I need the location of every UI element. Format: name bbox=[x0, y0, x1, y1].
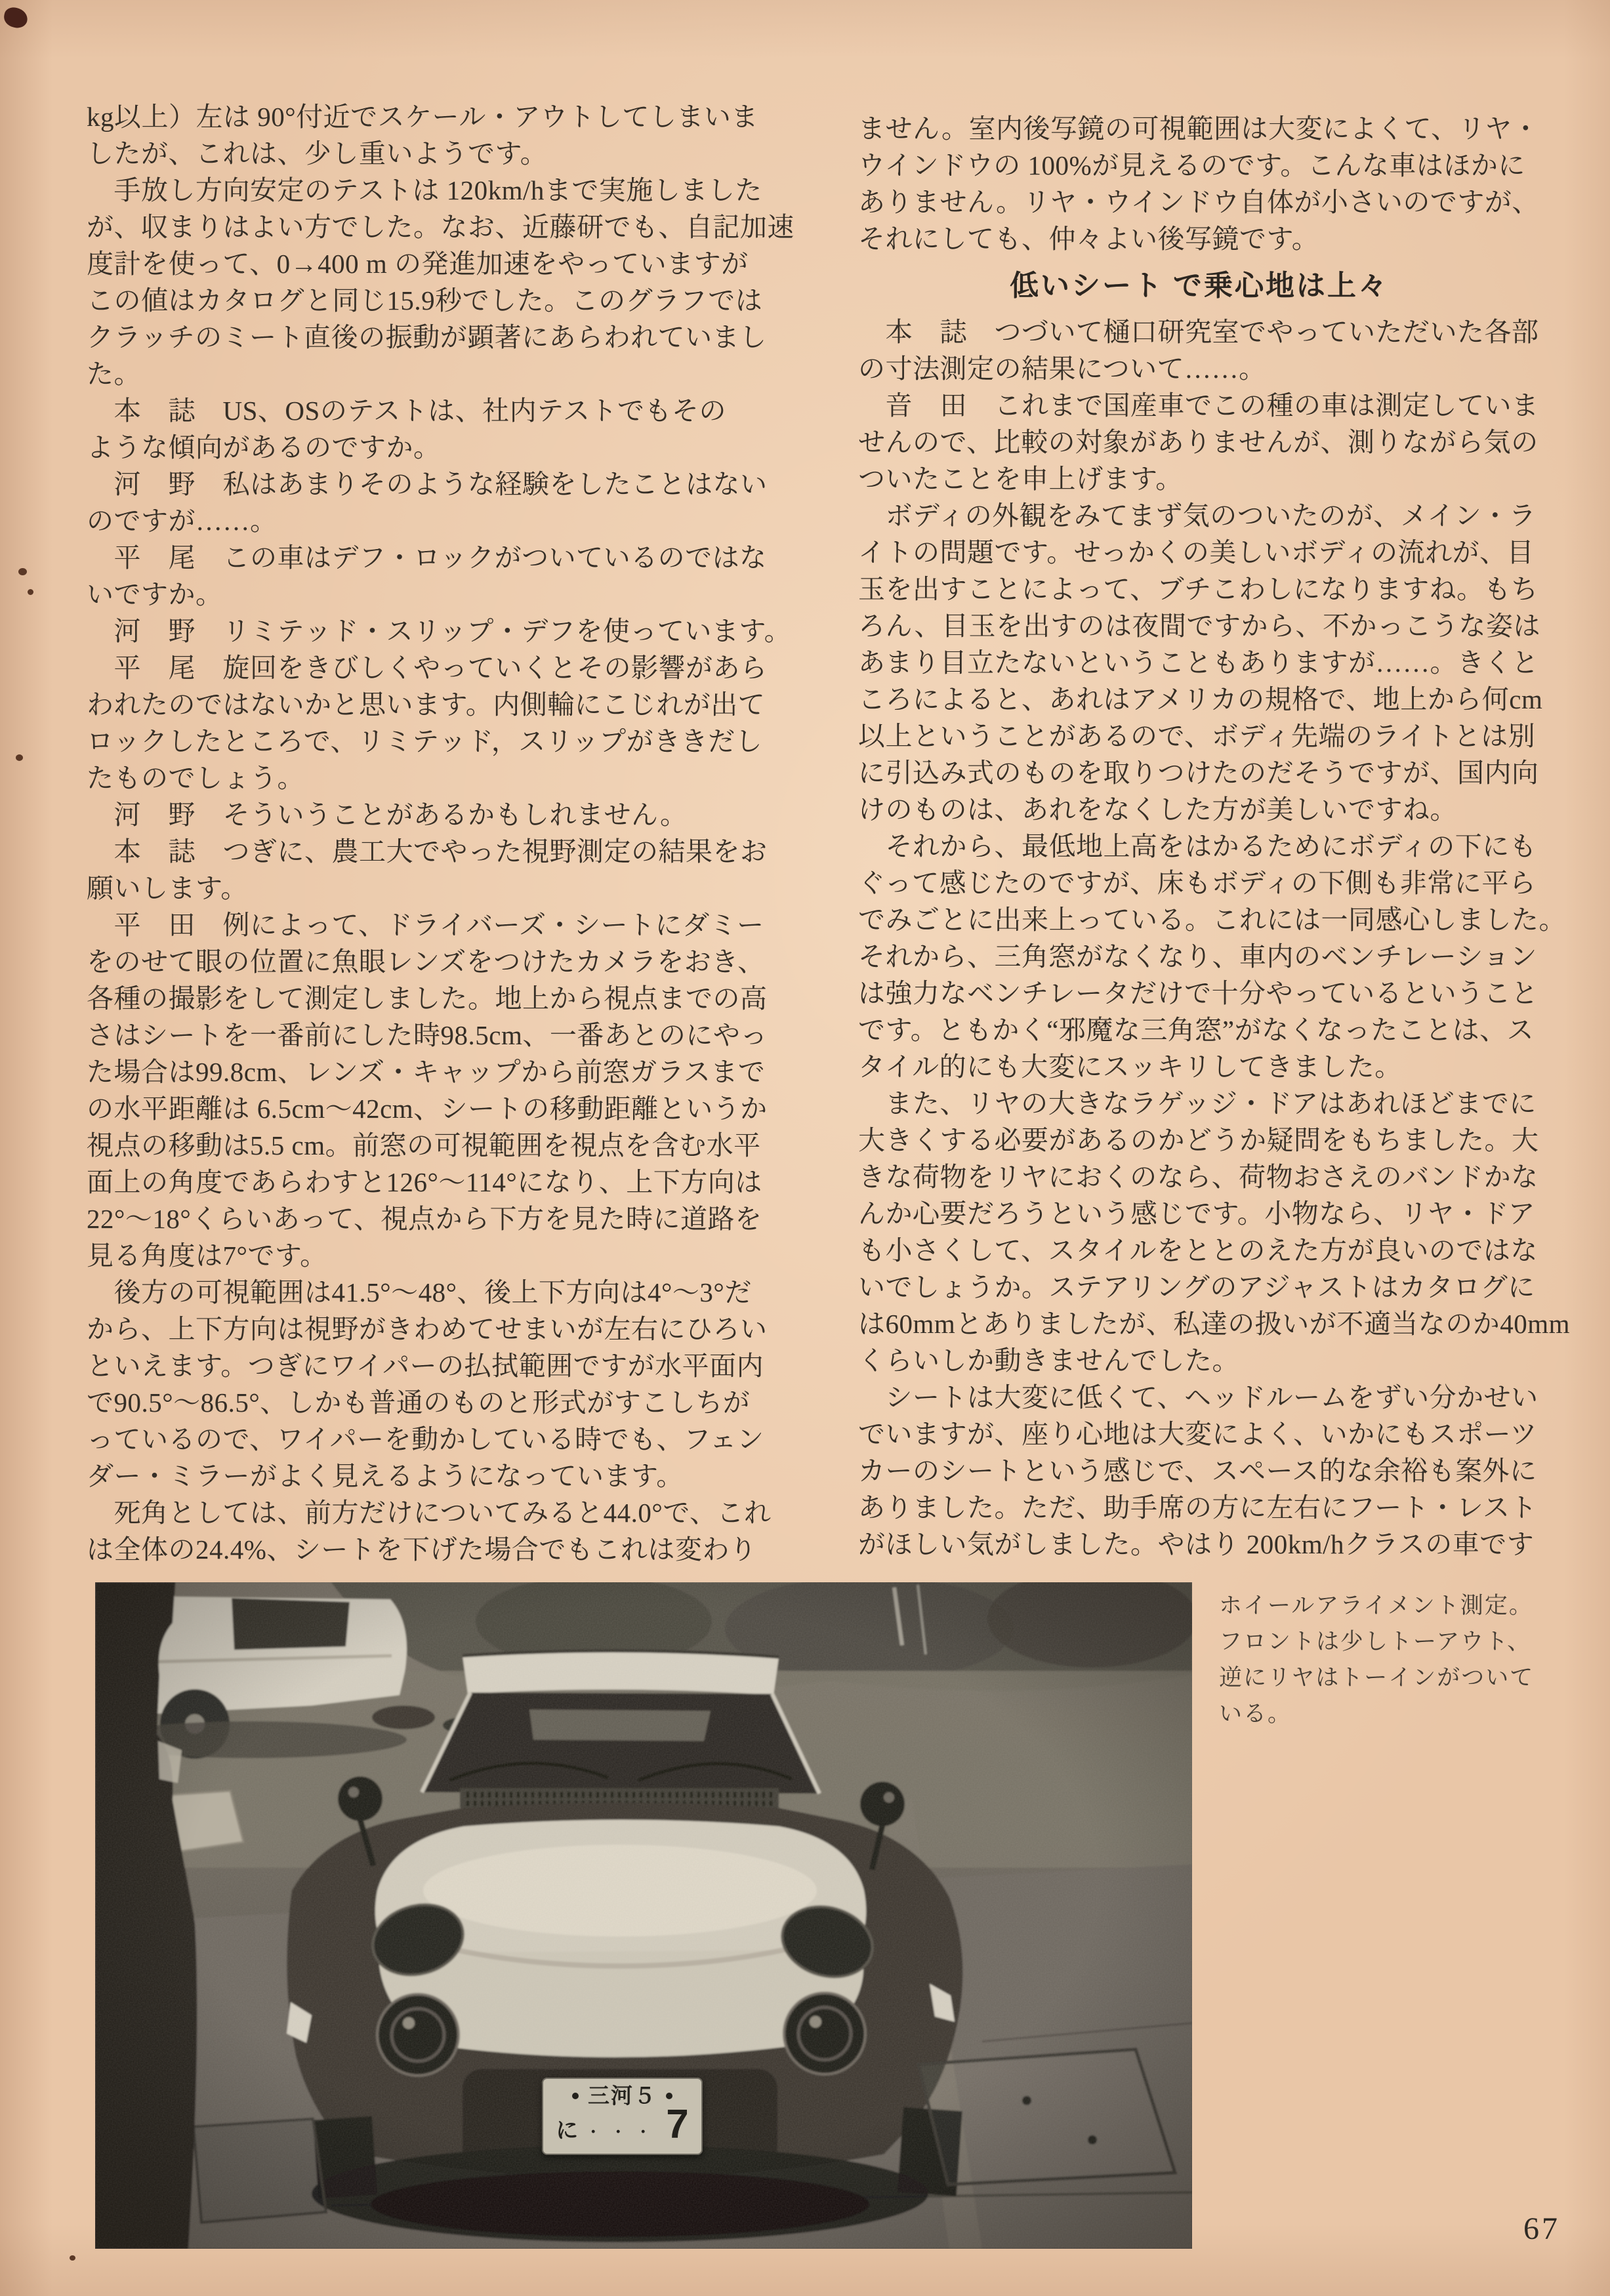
text-line: ロックしたところで、リミテッド，スリップがききだし bbox=[87, 726, 763, 756]
text-line: けのものは、あれをなくした方が美しいですね。 bbox=[858, 794, 1457, 825]
left-text-column bbox=[87, 98, 795, 1568]
text-line: に引込み式のものを取りつけたのだそうですが、国内向 bbox=[858, 758, 1539, 788]
right-text-column-bottom bbox=[858, 314, 1571, 1563]
paper-speck bbox=[16, 754, 23, 761]
text-line: kg以上）左は 90°付近でスケール・アウトしてしまいま bbox=[87, 102, 758, 132]
text-line: ころによると、あれはアメリカの規格で、地上から何cm bbox=[858, 684, 1543, 714]
text-line: 大きくする必要があるのかどうか疑問をもちました。大 bbox=[858, 1125, 1539, 1155]
caption-line: フロントは少しトーアウト、 bbox=[1219, 1629, 1532, 1654]
text-line: それから、三角窓がなくなり、車内のベンチレーション bbox=[858, 941, 1538, 972]
text-line: たものでしょう。 bbox=[87, 763, 304, 793]
text-line: 本 誌 つづいて樋口研究室でやっていただいた各部 bbox=[858, 317, 1539, 347]
text-line: いですか。 bbox=[87, 579, 223, 609]
plate-dots: ・・・ bbox=[585, 2122, 660, 2142]
text-line: また、リヤの大きなラゲッジ・ドアはあれほどまでに bbox=[858, 1088, 1537, 1118]
text-line: は強力なベンチレータだけで十分やっているということ bbox=[858, 978, 1538, 1008]
text-line: ぐって感じたのですが、床もボディの下側も非常に平ら bbox=[858, 868, 1537, 898]
text-line: 音 田 これまで国産車でこの種の車は測定していま bbox=[858, 390, 1539, 420]
text-line: から、上下方向は視野がきわめてせまいが左右にひろい bbox=[87, 1314, 768, 1344]
paper-speck bbox=[18, 568, 27, 575]
text-line: ついたことを申上げます。 bbox=[858, 464, 1183, 494]
text-line: せんので、比較の対象がありませんが、測りながら気の bbox=[858, 427, 1538, 457]
text-line: カーのシートという感じで、スペース的な余裕も案外に bbox=[858, 1456, 1537, 1486]
text-line: は60mmとありましたが、私達の扱いが不適当なのか40mm bbox=[858, 1309, 1571, 1339]
text-line: 視点の移動は5.5 cm。前窓の可視範囲を視点を含む水平 bbox=[87, 1130, 761, 1160]
text-line: 見る角度は7°です。 bbox=[87, 1240, 327, 1271]
text-line: 河 野 リミテッド・スリップ・デフを使っています。 bbox=[87, 616, 792, 646]
text-line: た場合は99.8cm、レンズ・キャップから前窓ガラスまで bbox=[87, 1057, 766, 1087]
text-line: さはシートを一番前にした時98.5cm、一番あとのにやっ bbox=[87, 1020, 768, 1050]
text-line: 平 尾 この車はデフ・ロックがついているのではな bbox=[87, 543, 767, 573]
text-line: のですが……。 bbox=[87, 506, 278, 536]
right-text-column-top bbox=[858, 110, 1540, 257]
license-plate bbox=[542, 2078, 703, 2155]
text-line: 願いします。 bbox=[87, 873, 248, 903]
text-line: われたのではないかと思います。内側輪にこじれが出て bbox=[87, 689, 766, 720]
text-line: ウインドウの 100%が見えるのです。こんな車はほかに bbox=[858, 150, 1525, 180]
text-line: でいますが、座り心地は大変によく、いかにもスポーツ bbox=[858, 1419, 1538, 1449]
text-line: くらいしか動きませんでした。 bbox=[858, 1345, 1239, 1376]
plate-kana: に bbox=[556, 2118, 579, 2143]
text-line: ありました。ただ、助手席の方に左右にフート・レスト bbox=[858, 1492, 1538, 1523]
text-line: ろん、目玉を出すのは夜間ですから、不かっこうな姿は bbox=[858, 611, 1540, 641]
text-line: あまり目立たないということもありますが……。きくと bbox=[858, 647, 1539, 678]
text-line: この値はカタログと同じ15.9秒でした。このグラフでは bbox=[87, 285, 763, 316]
section-heading: 低いシート で乗心地は上々 bbox=[1010, 270, 1389, 302]
plate-region: 三河５ bbox=[588, 2083, 657, 2108]
text-line: 平 田 例によって、ドライバーズ・シートにダミー bbox=[87, 910, 764, 940]
photo-caption bbox=[1219, 1588, 1586, 1732]
text-line: ボディの外観をみてまず気のついたのが、メイン・ラ bbox=[858, 501, 1537, 531]
caption-line: ホイールアライメント測定。 bbox=[1219, 1593, 1533, 1618]
caption-line: 逆にリヤはトーインがついて bbox=[1219, 1665, 1535, 1691]
text-line: きな荷物をリヤにおくのなら、荷物おさえのバンドかな bbox=[858, 1162, 1538, 1192]
text-line: 後方の可視範囲は41.5°～48°、後上下方向は4°～3°だ bbox=[87, 1277, 752, 1307]
text-line: が、収まりはよい方でした。なお、近藤研でも、自記加速 bbox=[87, 212, 795, 242]
plate-number: 7 bbox=[666, 2101, 689, 2147]
page-number: 67 bbox=[1523, 2211, 1560, 2246]
text-line: タイル的にも大変にスッキリしてきました。 bbox=[858, 1052, 1402, 1082]
text-line: んか心要だろうという感じです。小物なら、リヤ・ドア bbox=[858, 1199, 1536, 1229]
text-line: 各種の撮影をして測定しました。地上から視点までの高 bbox=[87, 983, 768, 1014]
caption-line: いる。 bbox=[1219, 1701, 1292, 1727]
text-line: 死角としては、前方だけについてみると44.0°で、これ bbox=[87, 1498, 772, 1528]
text-line: 本 誌 つぎに、農工大でやった視野測定の結果をお bbox=[87, 836, 768, 867]
text-line: で90.5°～86.5°、しかも普通のものと形式がすこしちが bbox=[87, 1387, 751, 1418]
text-line: た。 bbox=[87, 359, 141, 389]
text-line: がほしい気がしました。やはり 200km/hクラスの車です bbox=[858, 1529, 1535, 1559]
text-line: ません。室内後写鏡の可視範囲は大変によくて、リヤ・ bbox=[858, 113, 1540, 144]
text-line: をのせて眼の位置に魚眼レンズをつけたカメラをおき、 bbox=[87, 947, 765, 977]
paper-speck bbox=[70, 2255, 75, 2261]
plate-bolt bbox=[572, 2093, 579, 2099]
text-line: したが、これは、少し重いようです。 bbox=[87, 138, 548, 169]
text-line: 手放し方向安定のテストは 120km/hまで実施しました bbox=[87, 175, 762, 205]
plate-bolt bbox=[666, 2093, 672, 2099]
text-line: でみごとに出来上っている。これには一同感心しました。 bbox=[858, 905, 1566, 935]
text-line: ありません。リヤ・ウインドウ自体が小さいのですが、 bbox=[858, 187, 1539, 217]
text-line: シートは大変に低くて、ヘッドルームをずい分かせい bbox=[858, 1382, 1538, 1412]
text-line: といえます。つぎにワイパーの払拭範囲ですが水平面内 bbox=[87, 1351, 764, 1381]
text-line: それにしても、仲々よい後写鏡です。 bbox=[858, 224, 1319, 254]
text-line: ダー・ミラーがよく見えるようになっています。 bbox=[87, 1461, 684, 1491]
text-line: は全体の24.4%、シートを下げた場合でもこれは変わり bbox=[87, 1534, 757, 1565]
text-line: も小さくして、スタイルをととのえた方が良いのではな bbox=[858, 1235, 1538, 1265]
text-line: ような傾向があるのですか。 bbox=[87, 432, 441, 462]
text-line: の水平距離は 6.5cm～42cm、シートの移動距離というか bbox=[87, 1094, 768, 1124]
text-line: の寸法測定の結果について……。 bbox=[858, 354, 1266, 384]
text-line: 以上ということがあるので、ボディ先端のライトとは別 bbox=[858, 721, 1536, 751]
text-line: 平 尾 旋回をきびしくやっていくとその影響があら bbox=[87, 653, 768, 683]
text-line: それから、最低地上高をはかるためにボディの下にも bbox=[858, 831, 1537, 861]
text-line: 面上の角度であらわすと126°～114°になり、上下方向は bbox=[87, 1167, 762, 1197]
text-line: 河 野 私はあまりそのような経験をしたことはない bbox=[87, 469, 768, 499]
paper-speck bbox=[28, 589, 33, 595]
text-line: いでしょうか。ステアリングのアジャストはカタログに bbox=[858, 1272, 1535, 1302]
text-line: 本 誌 US、OSのテストは、社内テストでもその bbox=[87, 396, 727, 426]
text-line: 度計を使って、0→400 m の発進加速をやっていますが bbox=[87, 249, 749, 279]
text-line: イトの問題です。せっかくの美しいボディの流れが、目 bbox=[858, 537, 1535, 567]
paper-stain bbox=[2, 6, 29, 30]
car-front-photo bbox=[95, 1582, 1192, 2249]
text-line: です。ともかく“邪魔な三角窓”がなくなったことは、ス bbox=[858, 1015, 1535, 1045]
text-line: 22°～18°くらいあって、視点から下方を見た時に道路を bbox=[87, 1204, 762, 1234]
text-line: クラッチのミート直後の振動が顕著にあらわれていまし bbox=[87, 322, 767, 352]
text-line: っているので、ワイパーを動かしている時でも、フェン bbox=[87, 1424, 764, 1454]
text-line: 玉を出すことによって、ブチこわしになりますね。もち bbox=[858, 574, 1538, 604]
text-line: 河 野 そういうことがあるかもしれません。 bbox=[87, 800, 688, 830]
